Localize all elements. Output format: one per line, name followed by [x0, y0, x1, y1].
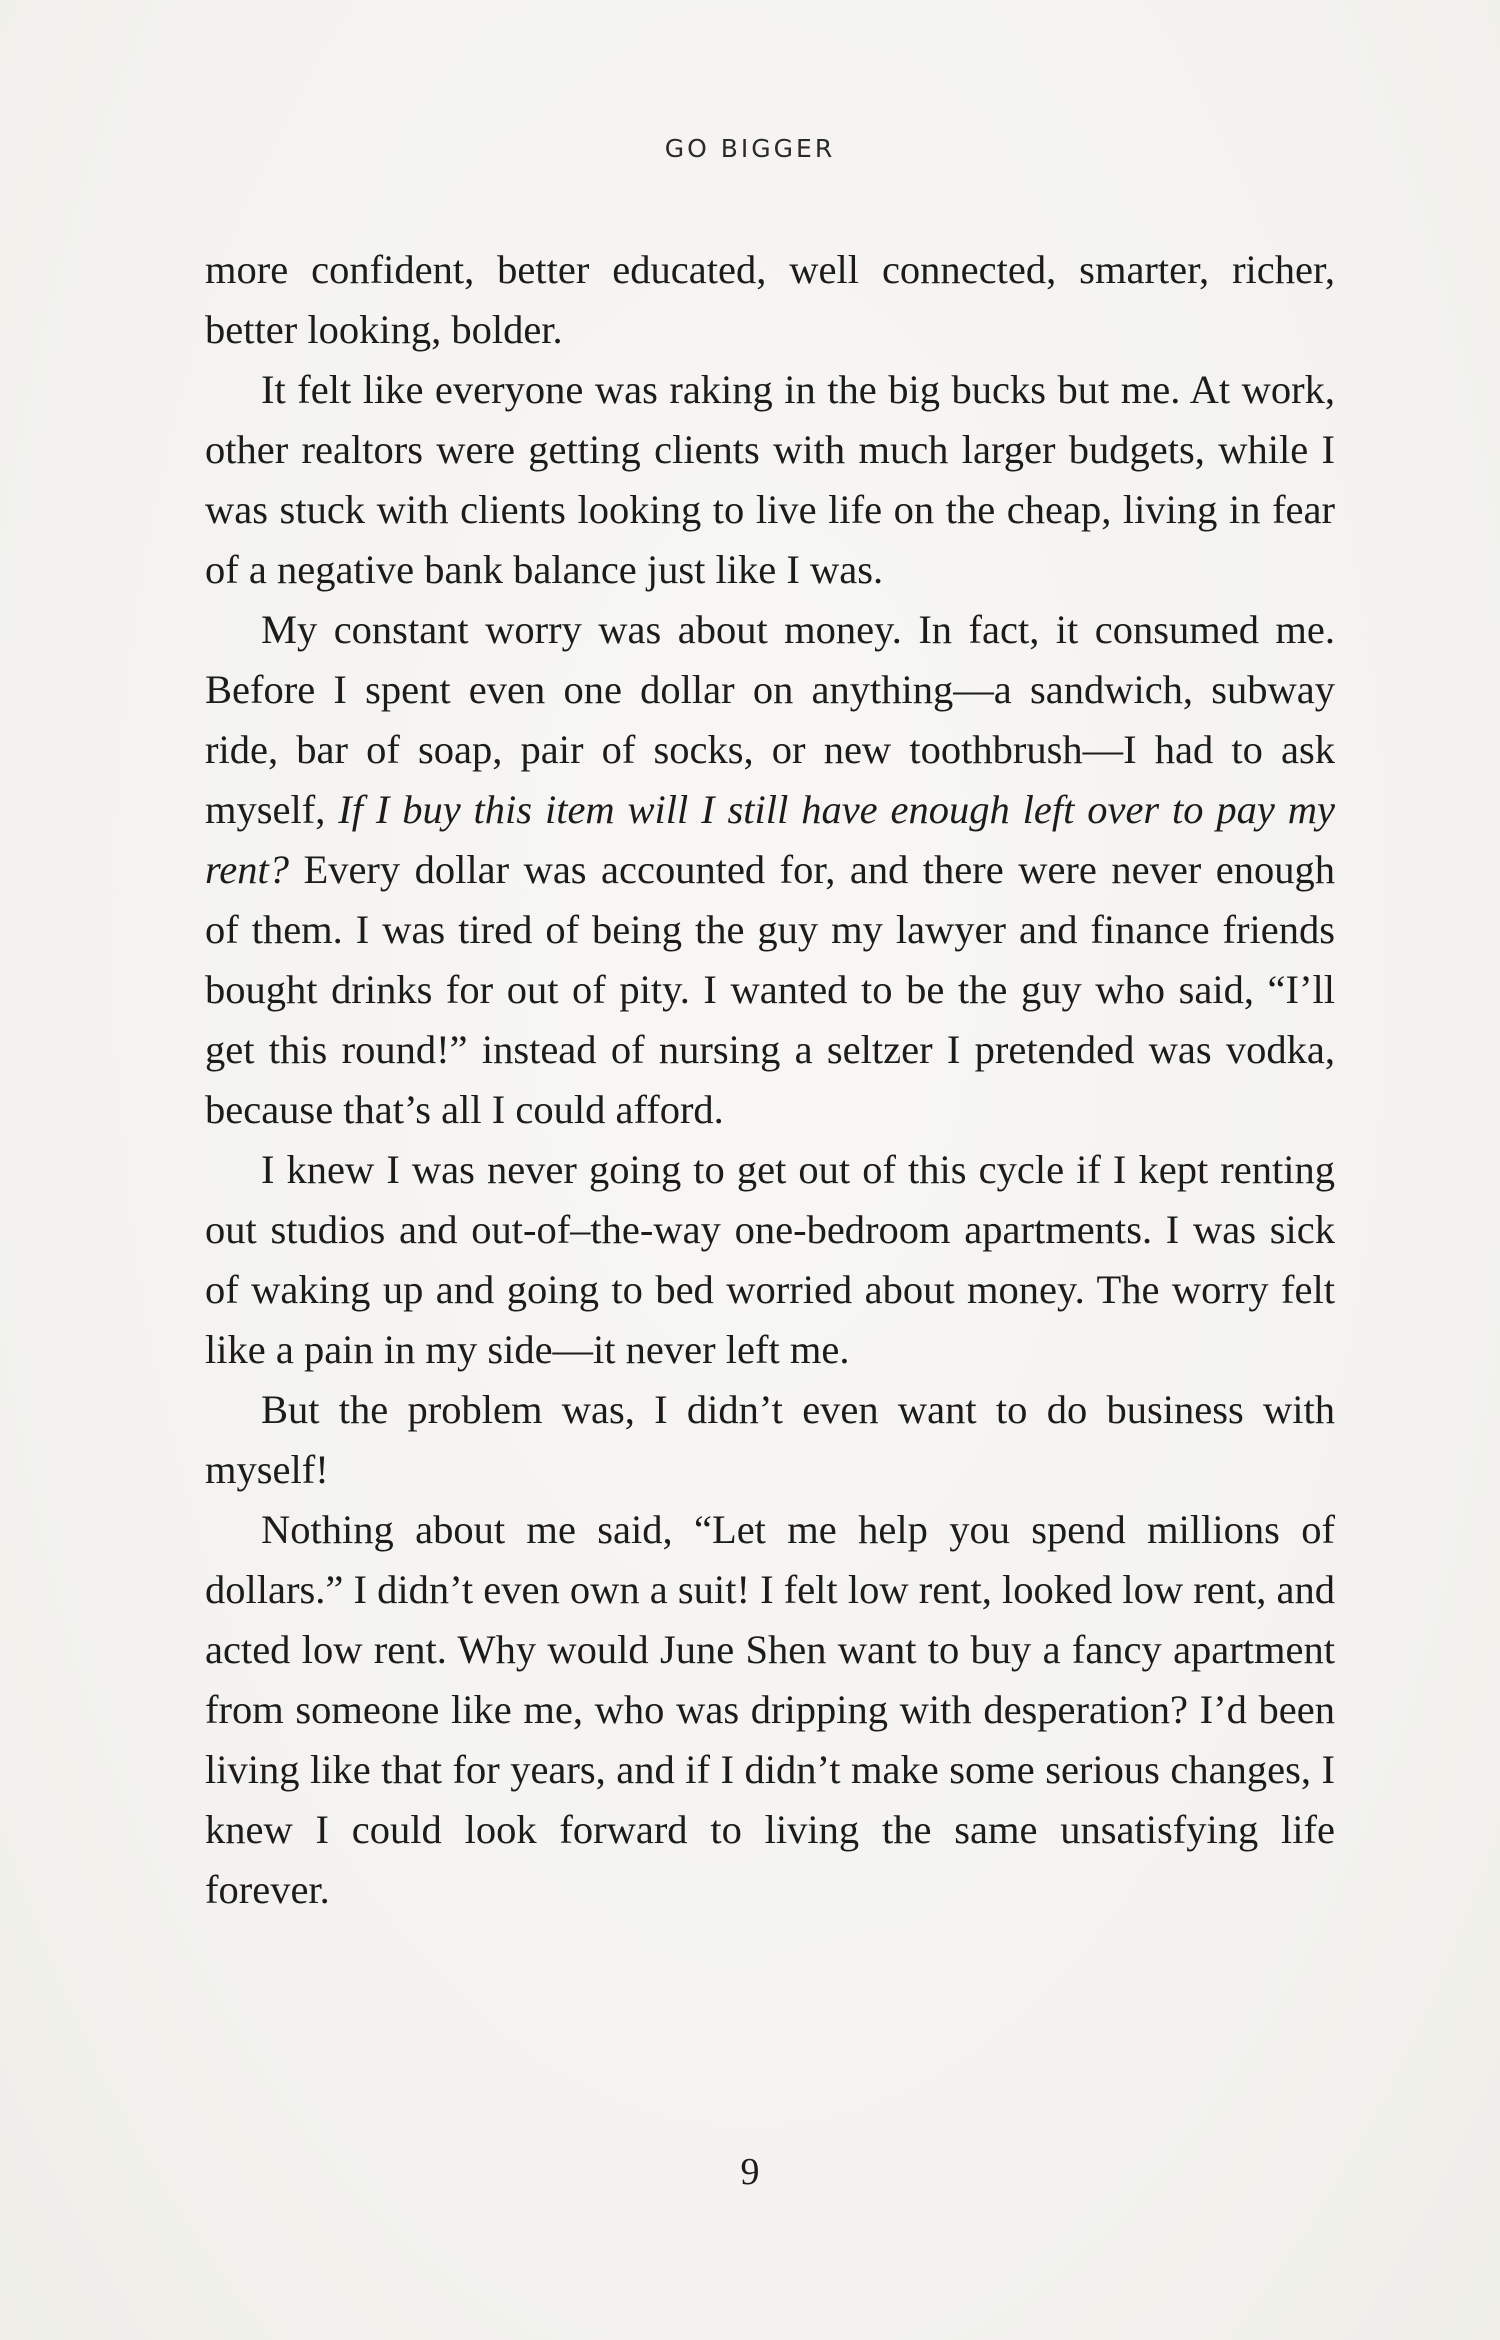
body-text — [205, 240, 1335, 1920]
paragraph-3-italic-question: If I buy this item will I still have enough left over to pay my rent? — [205, 787, 1336, 892]
page-number: 9 — [740, 2151, 760, 2193]
paragraph-5: But the problem was, I didn’t even want to do business with myself! — [205, 1387, 1335, 1492]
paragraph-4: I knew I was never going to get out of this cycle if I kept renting out studios and out-of–the-way one-bedroom apartments. I was sick of waking up and going to bed worried about money. The worry felt like a pain in my side—it never left me. — [205, 1147, 1335, 1372]
paragraph-3-text-before-italic: My constant worry was about money. In fact, it consumed me. Before I spent even one dollar on anything—a sandwich, subway ride, bar of soap, pair of socks, or new toothbrush—I had to ask myself, — [205, 607, 1335, 832]
paragraph-3 — [205, 600, 1335, 1140]
paragraph-1: more confident, better educated, well connected, smarter, richer, better looking, bolder. — [205, 247, 1335, 352]
running-head: GO BIGGER — [664, 134, 836, 163]
paragraph-3-text-after-italic: Every dollar was accounted for, and there were never enough of them. I was tired of being the guy my lawyer and finance friends bought drinks for out of pity. I wanted to be the guy who said, “I’ll get this round!” instead of nursing a seltzer I pretended was vodka, because that’s all I could afford. — [205, 847, 1335, 1132]
paragraph-6: Nothing about me said, “Let me help you spend millions of dollars.” I didn’t even own a suit! I felt low rent, looked low rent, and acted low rent. Why would June Shen want to buy a fancy apartment from someone like me, who was dripping with desperation? I’d been living like that for years, and if I didn’t make some serious changes, I knew I could look forward to living the same unsatisfying life forever. — [205, 1507, 1335, 1912]
paragraph-2: It felt like everyone was raking in the big bucks but me. At work, other realtors were getting clients with much larger budgets, while I was stuck with clients looking to live life on the cheap, living in fear of a negative bank balance just like I was. — [205, 367, 1335, 592]
